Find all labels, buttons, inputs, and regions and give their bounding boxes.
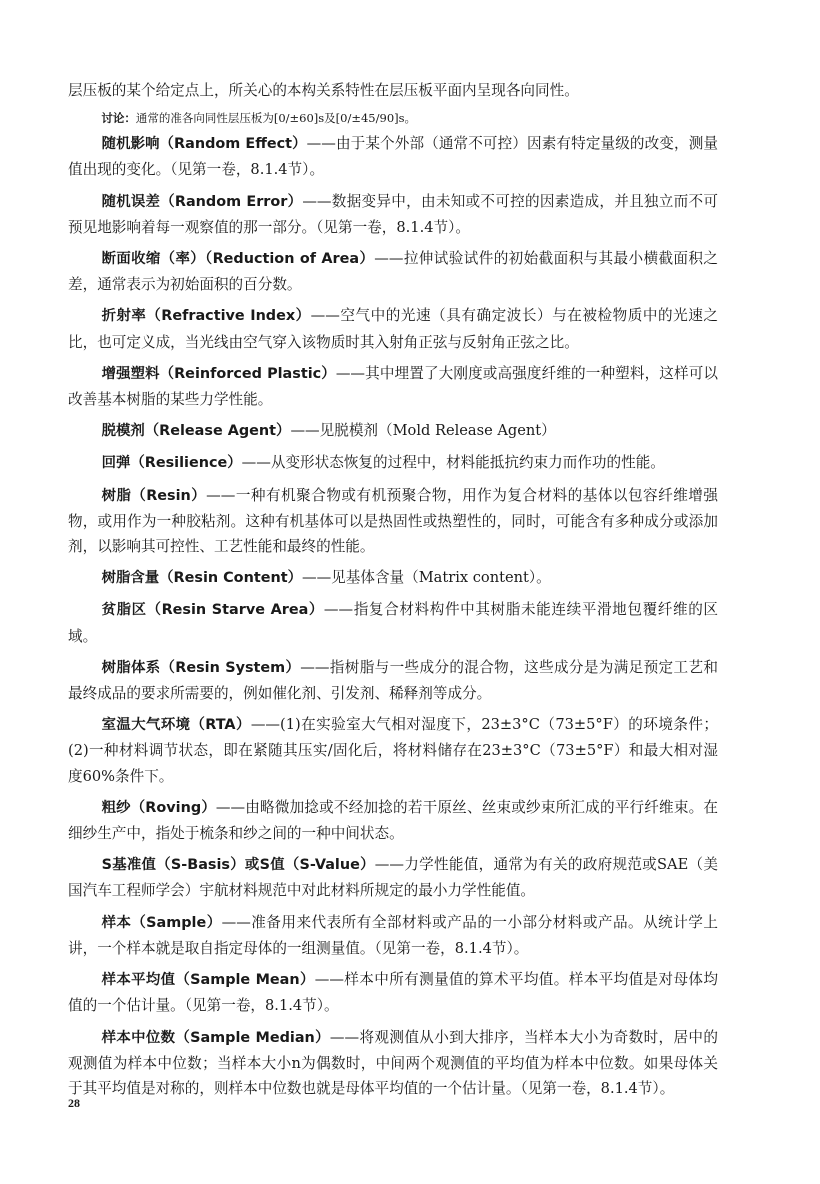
entry-term: 随机影响（Random Effect） [101, 136, 307, 153]
glossary-entry [68, 246, 718, 297]
entry-definition: ——指复合材料构件中其树脂未能连续平滑地包覆纤维的区域。 [68, 601, 718, 645]
entry-term: 贫脂区（Resin Starve Area） [101, 602, 324, 619]
entry-term: 样本平均值（Sample Mean） [101, 972, 315, 989]
glossary-entry [68, 852, 718, 903]
entry-term: 折射率（Refractive Index） [101, 308, 311, 325]
glossary-entry [68, 483, 718, 560]
entry-definition: ——见脱模剂（Mold Release Agent） [290, 422, 556, 440]
entry-term: 室温大气环境（RTA） [101, 717, 251, 734]
glossary-entry [68, 303, 718, 354]
entry-term: 粗纱（Roving） [101, 799, 216, 816]
entry-term: 树脂体系（Resin System） [101, 659, 301, 676]
glossary-entry [68, 450, 718, 476]
entry-definition: ——准备用来代表所有全部材料或产品的一小部分材料或产品。从统计学上讲，一个样本就是取自指定母体的一组测量值。（见第一卷，8.1.4节）。 [68, 913, 718, 957]
entry-term: S基准值（S-Basis）或S值（S-Value） [101, 857, 375, 874]
discussion-note [68, 107, 718, 129]
entry-term: 增强塑料（Reinforced Plastic） [101, 365, 336, 382]
glossary-entry [68, 361, 718, 412]
entry-term: 断面收缩（率）（Reduction of Area） [101, 251, 375, 268]
intro-paragraph: 层压板的某个给定点上，所关心的本构关系特性在层压板平面内呈现各向同性。 [68, 82, 579, 99]
glossary-entry [68, 910, 718, 961]
entry-term: 脱模剂（Release Agent） [101, 423, 291, 440]
glossary-entry [68, 795, 718, 846]
discussion-label: 讨论： [101, 111, 136, 126]
entry-definition: ——其中埋置了大刚度或高强度纤维的一种塑料，这样可以改善基本树脂的某些力学性能。 [68, 364, 718, 409]
entry-term: 随机误差（Random Error） [101, 193, 303, 210]
entry-definition: ——见基体含量（Matrix content）。 [301, 569, 551, 587]
glossary-entry [68, 655, 718, 706]
entry-definition: ——由略微加捻或不经加捻的若干原丝、丝束或纱束所汇成的平行纤维束。在细纱生产中，指处于梳条和纱之间的一种中间状态。 [68, 798, 718, 843]
glossary-entry [68, 565, 718, 591]
entry-definition: ——一种有机聚合物或有机预聚合物，用作为复合材料的基体以包容纤维增强物，或用作为一种胶粘剂。这种有机基体可以是热固性或热塑性的，同时，可能含有多种成分或添加剂，以影响其可控性、工艺性能和最终的性能。 [68, 486, 718, 556]
entry-term: 样本（Sample） [101, 914, 222, 931]
page-number: 28 [68, 1096, 80, 1110]
glossary-entry [68, 1025, 718, 1102]
glossary-entry [68, 418, 718, 444]
glossary-entry [68, 189, 718, 240]
entry-definition: ——样本中所有测量值的算术平均值。样本平均值是对母体均值的一个估计量。（见第一卷，8.1.4节）。 [68, 971, 718, 1015]
entry-definition: ——指树脂与一些成分的混合物，这些成分是为满足预定工艺和最终成品的要求所需要的，例如催化剂、引发剂、稀释剂等成分。 [68, 658, 718, 703]
glossary-content [68, 78, 718, 1107]
entry-term: 树脂（Resin） [101, 487, 207, 504]
glossary-entry [68, 967, 718, 1018]
entry-term: 样本中位数（Sample Median） [101, 1029, 330, 1046]
entry-definition: ——(1)在实验室大气相对湿度下，23±3°C（73±5°F）的环境条件；(2)一种材料调节状态，即在紧随其压实/固化后，将材料储存在23±3°C（73±5°F）和最大相对湿度60%条件下。 [68, 716, 718, 785]
entry-definition: ——力学性能值，通常为有关的政府规范或SAE（美国汽车工程师学会）宇航材料规范中对此材料所规定的最小力学性能值。 [68, 856, 718, 900]
entry-definition: ——将观测值从小到大排序，当样本大小为奇数时，居中的观测值为样本中位数；当样本大小n为偶数时，中间两个观测值的平均值为样本中位数。如果母体关于其平均值是对称的，则样本中位数也就是母体平均值的一个估计量。（见第一卷，8.1.4节）。 [68, 1028, 718, 1097]
discussion-text: 通常的准各向同性层压板为[0/±60]s及[0/±45/90]s。 [135, 111, 417, 126]
entry-definition: ——拉伸试验试件的初始截面积与其最小横截面积之差，通常表示为初始面积的百分数。 [68, 250, 718, 294]
glossary-entry [68, 597, 718, 648]
glossary-entry [68, 712, 718, 789]
entry-term: 树脂含量（Resin Content） [101, 570, 302, 587]
entry-definition: ——从变形状态恢复的过程中，材料能抵抗约束力而作功的性能。 [241, 454, 665, 472]
glossary-entry [68, 131, 718, 182]
entry-definition: ——空气中的光速（具有确定波长）与在被检物质中的光速之比，也可定义成，当光线由空气穿入该物质时其入射角正弦与反射角正弦之比。 [68, 307, 718, 351]
entry-definition: ——由于某个外部（通常不可控）因素有特定量级的改变，测量值出现的变化。（见第一卷，8.1.4节）。 [68, 135, 718, 179]
entry-term: 回弹（Resilience） [101, 455, 242, 472]
entry-definition: ——数据变异中，由未知或不可控的因素造成，并且独立而不可预见地影响着每一观察值的那一部分。（见第一卷，8.1.4节）。 [68, 192, 718, 236]
